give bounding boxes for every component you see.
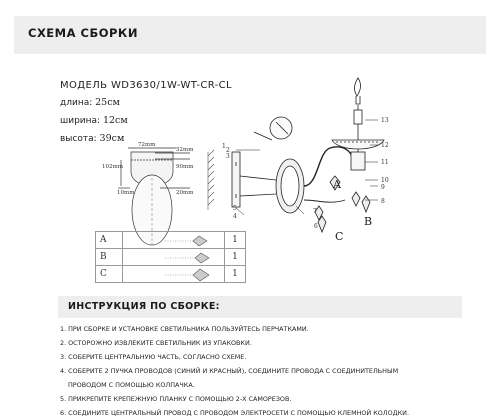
part-qty: 1 (225, 266, 246, 283)
table-row (96, 232, 246, 249)
part-pic (123, 249, 225, 266)
instructions-list (60, 322, 470, 420)
callout-6: 6 (314, 223, 318, 230)
callout-12: 12 (381, 142, 389, 149)
callout-10: 10 (381, 177, 389, 184)
lamp-drawing (232, 78, 384, 232)
crystal-drop-icon (163, 250, 223, 266)
list-item: 1. ПРИ СБОРКЕ И УСТАНОВКЕ СВЕТИЛЬНИКА ПОЛЬЗУЙТЕСЬ ПЕРЧАТКАМИ. (60, 325, 309, 333)
part-qty: 1 (225, 232, 246, 249)
instructions-header (58, 296, 462, 318)
height-value: 39см (99, 133, 125, 144)
callout-5: 5 (233, 205, 237, 212)
list-item: 5. ПРИКРЕПИТЕ КРЕПЕЖНУЮ ПЛАНКУ С ПОМОЩЬЮ 2-Х САМОРЕЗОВ. (60, 395, 292, 403)
page-title: СХЕМА СБОРКИ (28, 26, 138, 40)
callout-13: 13 (381, 117, 389, 124)
height-label: высота: (60, 134, 97, 144)
part-pic (123, 232, 225, 249)
part-letter: B (96, 249, 123, 266)
list-item: 6. СОЕДИНИТЕ ЦЕНТРАЛЬНЫЙ ПРОВОД С ПРОВОДОМ ЭЛЕКТРОСЕТИ С ПОМОЩЬЮ КЛЕМНОЙ КОЛОДКИ. (60, 409, 409, 417)
crystal-drop-icon (163, 267, 223, 283)
callout-1: 1 (222, 143, 226, 150)
dim-bottom-right: 20mm (176, 190, 194, 196)
list-item: 3. СОБЕРИТЕ ЦЕНТРАЛЬНУЮ ЧАСТЬ, СОГЛАСНО СХЕМЕ. (60, 353, 247, 361)
callout-3: 3 (226, 153, 230, 160)
crystal-drop-icon (163, 233, 223, 249)
part-letter: A (96, 232, 123, 249)
letter-c: C (335, 230, 344, 243)
letter-a: A (333, 178, 341, 191)
part-pic (123, 266, 225, 283)
length-label: длина: (60, 98, 93, 108)
callout-11: 11 (381, 159, 389, 166)
part-qty: 1 (225, 249, 246, 266)
model-name: МОДЕЛЬ WD3630/1W-WT-CR-CL (60, 80, 233, 91)
list-item: 2. ОСТОРОЖНО ИЗВЛЕКИТЕ СВЕТИЛЬНИК ИЗ УПАКОВКИ. (60, 339, 252, 347)
callout-4: 4 (233, 213, 237, 220)
list-item: ПРОВОДОМ С ПОМОЩЬЮ КОЛПАЧКА. (68, 381, 195, 389)
table-row (96, 266, 246, 283)
callout-7: 7 (313, 208, 317, 215)
letter-b: B (364, 215, 373, 228)
callout-9: 9 (381, 184, 385, 191)
list-item: 4. СОБЕРИТЕ 2 ПУЧКА ПРОВОДОВ (СИНИЙ И КРАСНЫЙ), СОЕДИНИТЕ ПРОВОДА С СОЕДИНИТЕЛЬНЫМ (60, 367, 399, 375)
length-value: 25см (95, 97, 120, 108)
dim-bottom-left: 10mm (117, 190, 135, 196)
dim-right-upper: 52mm (176, 147, 194, 153)
dim-right-middle: 90mm (176, 164, 194, 170)
table-row (96, 249, 246, 266)
dim-top: 72mm (138, 142, 156, 148)
width-label: ширина: (60, 116, 101, 126)
callout-8: 8 (381, 198, 385, 205)
callout-2: 2 (226, 147, 230, 154)
width-value: 12см (102, 115, 128, 126)
parts-table (95, 231, 246, 283)
wall-hatch (208, 150, 214, 210)
instructions-title: ИНСТРУКЦИЯ ПО СБОРКЕ: (68, 301, 220, 312)
part-letter: C (96, 266, 123, 283)
dim-left: 102mm (102, 164, 123, 170)
